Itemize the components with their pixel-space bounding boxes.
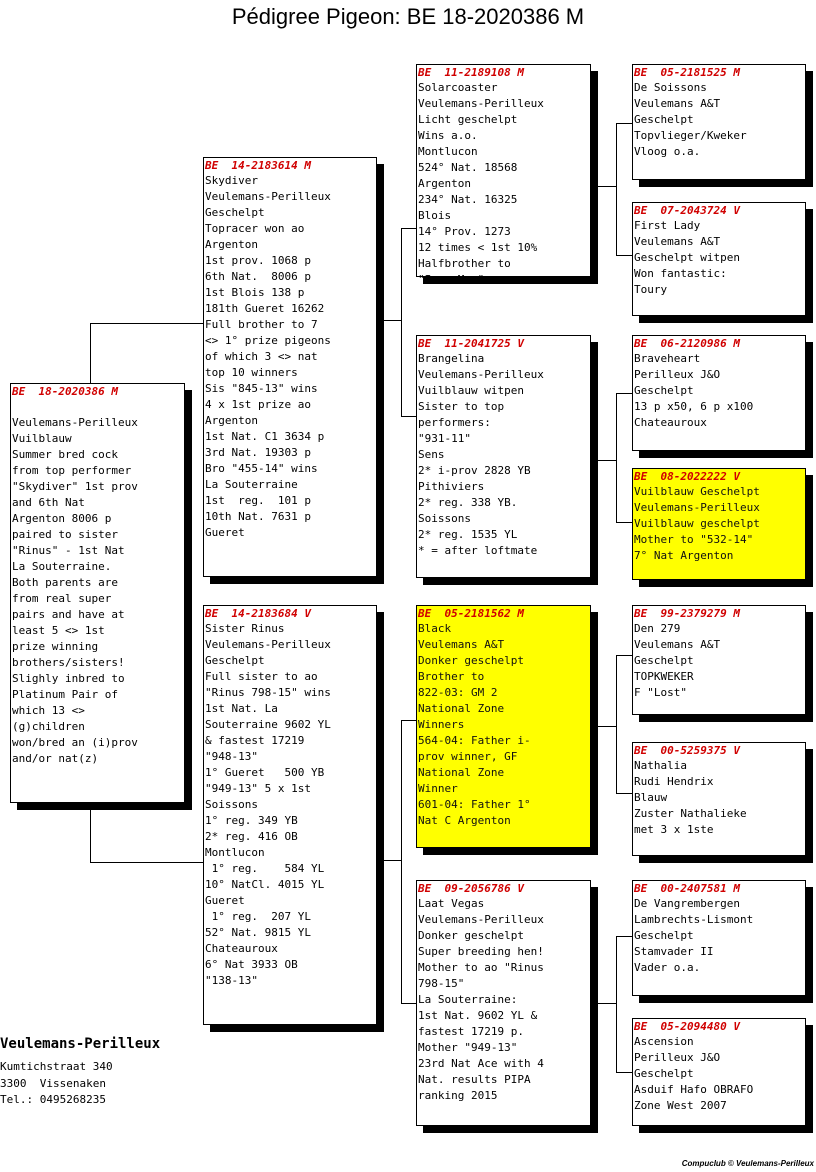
detail-line: 10th Nat. 7631 p [205, 510, 311, 523]
detail-line: "949-13" 5 x 1st [205, 782, 311, 795]
connector-line [616, 393, 617, 523]
detail-line: "Iron Man" [418, 273, 485, 286]
owner-city: 3300 Vissenaken [0, 1077, 106, 1090]
detail-line: Nat C Argenton [418, 814, 511, 827]
ring-number: BE 11-2189108 M [418, 66, 524, 79]
detail-line: Argenton [205, 238, 258, 251]
pedigree-card-dam-dam-dam[interactable] [632, 1018, 806, 1126]
detail-line: National Zone [418, 766, 505, 779]
detail-line: 1° reg. 584 YL [205, 862, 325, 875]
detail-line: Blois [418, 209, 452, 222]
connector-line [616, 655, 633, 656]
detail-line: Toury [634, 283, 668, 296]
page-title: Pédigree Pigeon: BE 18-2020386 M [231, 4, 585, 29]
detail-line: Veulemans-Perilleux [418, 97, 544, 110]
detail-line: 822-03: GM 2 [418, 686, 498, 699]
detail-line: TOPKWEKER [634, 670, 694, 683]
connector-line [616, 793, 633, 794]
pigeon-details [633, 896, 805, 976]
detail-line: Braveheart [634, 352, 701, 365]
detail-line: Argenton [205, 414, 258, 427]
detail-line: Vuilblauw geschelpt [634, 517, 760, 530]
detail-line: "931-11" [418, 432, 471, 445]
detail-line: Veulemans A&T [418, 638, 505, 651]
connector-line [616, 393, 633, 394]
detail-line: 1° Gueret 500 YB [205, 766, 325, 779]
ring-number: BE 11-2041725 V [418, 337, 524, 350]
pigeon-details [417, 351, 590, 559]
pigeon-details [417, 621, 590, 829]
detail-line: De Soissons [634, 81, 707, 94]
pigeon-details [633, 80, 805, 160]
detail-line: Both parents are [12, 576, 118, 589]
detail-line: Brother to [418, 670, 485, 683]
detail-line: "Rinus" - 1st Nat [12, 544, 125, 557]
connector-line [401, 416, 417, 417]
detail-line: Den 279 [634, 622, 681, 635]
detail-line: Licht geschelpt [418, 113, 518, 126]
detail-line: 7° Nat Argenton [634, 549, 734, 562]
detail-line: Chateauroux [205, 942, 278, 955]
detail-line: Souterraine 9602 YL [205, 718, 331, 731]
pedigree-card-dam[interactable] [203, 605, 377, 1025]
pedigree-card-sire-sire[interactable] [416, 64, 591, 286]
detail-line: Veulemans-Perilleux [205, 190, 331, 203]
detail-line: pairs and have at [12, 608, 125, 621]
detail-line: Halfbrother to [418, 257, 511, 270]
detail-line: top 10 winners [205, 366, 298, 379]
detail-line: Montlucon [205, 846, 265, 859]
pigeon-details [633, 218, 805, 298]
detail-line: <> 1° prize pigeons [205, 334, 331, 347]
ring-number: BE 09-2056786 V [418, 882, 524, 895]
detail-line: Gueret [205, 894, 245, 907]
pigeon-details [417, 896, 590, 1104]
detail-line: Donker geschelpt [418, 654, 524, 667]
detail-line: paired to sister [12, 528, 118, 541]
detail-line: Skydiver [205, 174, 258, 187]
detail-line: (g)children [12, 720, 85, 733]
connector-line [401, 228, 402, 417]
detail-line: Bro "455-14" wins [205, 462, 318, 475]
detail-line: 1st Blois 138 p [205, 286, 305, 299]
detail-line: Blauw [634, 791, 668, 804]
detail-line: 1st Nat. C1 3634 p [205, 430, 325, 443]
detail-line: National Zone [418, 702, 505, 715]
detail-line: Geschelpt [634, 654, 694, 667]
connector-line [616, 655, 617, 794]
detail-line: Nat. results PIPA [418, 1073, 531, 1086]
detail-line: Zuster Nathalieke [634, 807, 747, 820]
pedigree-card-subject[interactable] [10, 383, 185, 803]
detail-line: Asduif Hafo OBRAFO [634, 1083, 754, 1096]
connector-line [590, 1003, 616, 1004]
detail-line: Ascension [634, 1035, 694, 1048]
detail-line: from real super [12, 592, 112, 605]
pedigree-card-sire-dam-dam[interactable] [632, 468, 806, 580]
ring-number: BE 06-2120986 M [634, 337, 740, 350]
detail-line: 601-04: Father 1° [418, 798, 531, 811]
detail-line: 10° NatCl. 4015 YL [205, 878, 325, 891]
detail-line: and 6th Nat [12, 496, 85, 509]
detail-line: least 5 <> 1st [12, 624, 105, 637]
pedigree-card-dam-sire-dam[interactable] [632, 742, 806, 856]
detail-line: Stamvader II [634, 945, 714, 958]
detail-line: Vuilblauw [12, 432, 72, 445]
detail-line: Geschelpt [634, 929, 694, 942]
detail-line: Won fantastic: [634, 267, 727, 280]
detail-line: Veulemans-Perilleux [205, 638, 331, 651]
connector-line [616, 522, 633, 523]
detail-line: 1° reg. 207 YL [205, 910, 311, 923]
detail-line: fastest 17219 p. [418, 1025, 524, 1038]
detail-line: Geschelpt [634, 1067, 694, 1080]
detail-line: Platinum Pair of [12, 688, 118, 701]
ring-number: BE 14-2183614 M [205, 159, 311, 172]
detail-line: and/or nat(z) [12, 752, 99, 765]
detail-line: Sister to top [418, 400, 505, 413]
detail-line: 52° Nat. 9815 YL [205, 926, 311, 939]
detail-line: La Souterraine: [418, 993, 518, 1006]
connector-line [590, 186, 616, 187]
detail-line: 564-04: Father i- [418, 734, 531, 747]
pedigree-card-dam-sire-sire[interactable] [632, 605, 806, 715]
detail-line: 1st prov. 1068 p [205, 254, 311, 267]
ring-number: BE 08-2022222 V [634, 470, 740, 483]
pigeon-details [204, 621, 376, 989]
detail-line: 3rd Nat. 19303 p [205, 446, 311, 459]
detail-line: 13 p x50, 6 p x100 [634, 400, 754, 413]
connector-line [90, 323, 204, 324]
detail-line: won/bred an (i)prov [12, 736, 138, 749]
detail-line: Mother to "532-14" [634, 533, 754, 546]
detail-line: Geschelpt [634, 384, 694, 397]
ring-number: BE 18-2020386 M [12, 385, 118, 398]
pedigree-card-sire-sire-sire[interactable] [632, 64, 806, 180]
detail-line: Full sister to ao [205, 670, 318, 683]
detail-line: met 3 x 1ste [634, 823, 714, 836]
detail-line: 1st reg. 101 p [205, 494, 311, 507]
ring-number: BE 05-2181525 M [634, 66, 740, 79]
detail-line: Mother to ao "Rinus [418, 961, 544, 974]
connector-line [590, 460, 616, 461]
detail-line: Veulemans A&T [634, 638, 721, 651]
detail-line: Sens [418, 448, 445, 461]
detail-line: prize winning [12, 640, 99, 653]
connector-line [616, 1072, 633, 1073]
detail-line: Geschelpt [634, 113, 694, 126]
detail-line: De Vangrembergen [634, 897, 740, 910]
detail-line: Brangelina [418, 352, 485, 365]
detail-line: Montlucon [418, 145, 478, 158]
detail-line: La Souterraine. [12, 560, 112, 573]
detail-line: Chateauroux [634, 416, 707, 429]
connector-line [90, 803, 91, 863]
detail-line: 6° Nat 3933 OB [205, 958, 298, 971]
detail-line: Veulemans-Perilleux [634, 501, 760, 514]
connector-line [90, 323, 91, 383]
detail-line: Nathalia [634, 759, 687, 772]
detail-line: Donker geschelpt [418, 929, 524, 942]
detail-line: Winners [418, 718, 465, 731]
detail-line: 23rd Nat Ace with 4 [418, 1057, 544, 1070]
ring-number: BE 00-5259375 V [634, 744, 740, 757]
pedigree-card-dam-dam-sire[interactable] [632, 880, 806, 996]
connector-line [616, 255, 633, 256]
detail-line: F "Lost" [634, 686, 687, 699]
detail-line: & fastest 17219 [205, 734, 305, 747]
detail-line: Vuilblauw witpen [418, 384, 524, 397]
detail-line: Veulemans-Perilleux [12, 416, 138, 429]
detail-line: Argenton [418, 177, 471, 190]
detail-line: Geschelpt [205, 206, 265, 219]
detail-line: 14° Prov. 1273 [418, 225, 511, 238]
detail-line: 524° Nat. 18568 [418, 161, 518, 174]
detail-line: "Rinus 798-15" wins [205, 686, 331, 699]
connector-line [376, 860, 401, 861]
detail-line: * = after loftmate [418, 544, 538, 557]
detail-line: performers: [418, 416, 491, 429]
detail-line: Soissons [205, 798, 258, 811]
pigeon-details [633, 351, 805, 431]
detail-line: La Souterraine [205, 478, 298, 491]
ring-number: BE 07-2043724 V [634, 204, 740, 217]
pedigree-card-sire-sire-dam[interactable] [632, 202, 806, 316]
connector-line [401, 228, 417, 229]
detail-line: which 13 <> [12, 704, 85, 717]
ring-number: BE 05-2181562 M [418, 607, 524, 620]
pedigree-card-sire-dam-sire[interactable] [632, 335, 806, 451]
detail-line: 1st Nat. La [205, 702, 278, 715]
detail-line: "138-13" [205, 974, 258, 987]
detail-line: 2* reg. 416 OB [205, 830, 298, 843]
connector-line [590, 726, 616, 727]
detail-line: Geschelpt witpen [634, 251, 740, 264]
ring-number: BE 00-2407581 M [634, 882, 740, 895]
detail-line: from top performer [12, 464, 132, 477]
detail-line: prov winner, GF [418, 750, 518, 763]
detail-line: Veulemans-Perilleux [418, 913, 544, 926]
detail-line: Laat Vegas [418, 897, 485, 910]
connector-line [90, 862, 204, 863]
detail-line: Lambrechts-Lismont [634, 913, 754, 926]
owner-phone: Tel.: 0495268235 [0, 1093, 106, 1106]
connector-line [616, 123, 633, 124]
detail-line: 2* reg. 338 YB. [418, 496, 518, 509]
detail-line: Winner [418, 782, 458, 795]
detail-line: Zone West 2007 [634, 1099, 727, 1112]
detail-line: Vuilblauw Geschelpt [634, 485, 760, 498]
pigeon-details [633, 1034, 805, 1114]
detail-line: Veulemans A&T [634, 235, 721, 248]
detail-line: Veulemans A&T [634, 97, 721, 110]
pigeon-details [417, 80, 590, 288]
detail-line: 4 x 1st prize ao [205, 398, 311, 411]
pigeon-details [633, 758, 805, 838]
detail-line: Summer bred cock [12, 448, 118, 461]
detail-line: Wins a.o. [418, 129, 478, 142]
footer-credit: Compuclub © Veulemans-Perilleux [681, 1159, 814, 1168]
pigeon-details [204, 173, 376, 541]
pedigree-card-dam-sire[interactable] [416, 605, 591, 848]
detail-line: 1° reg. 349 YB [205, 814, 298, 827]
detail-line: Topracer won ao [205, 222, 305, 235]
detail-line: Vader o.a. [634, 961, 701, 974]
detail-line: 2* i-prov 2828 YB [418, 464, 531, 477]
detail-line: Topvlieger/Kweker [634, 129, 747, 142]
connector-line [616, 936, 633, 937]
connector-line [401, 720, 402, 1003]
pigeon-details [633, 621, 805, 701]
owner-name: Veulemans-Perilleux [0, 1036, 161, 1052]
owner-street: Kumtichstraat 340 [0, 1060, 113, 1073]
pigeon-details [11, 399, 184, 767]
detail-line: First Lady [634, 219, 701, 232]
detail-line: Black [418, 622, 452, 635]
detail-line: "948-13" [205, 750, 258, 763]
detail-line: Perilleux J&O [634, 368, 721, 381]
pedigree-card-dam-dam[interactable] [416, 880, 591, 1126]
connector-line [616, 123, 617, 256]
detail-line: Gueret [205, 526, 245, 539]
pedigree-card-sire[interactable] [203, 157, 377, 577]
detail-line: 1st Nat. 9602 YL & [418, 1009, 538, 1022]
detail-line: Sister Rinus [205, 622, 285, 635]
connector-line [401, 1003, 417, 1004]
detail-line: 234° Nat. 16325 [418, 193, 518, 206]
detail-line: Perilleux J&O [634, 1051, 721, 1064]
detail-line: Rudi Hendrix [634, 775, 714, 788]
pigeon-details [633, 484, 805, 564]
detail-line: Solarcoaster [418, 81, 498, 94]
detail-line: Vloog o.a. [634, 145, 701, 158]
detail-line: 6th Nat. 8006 p [205, 270, 311, 283]
ring-number: BE 14-2183684 V [205, 607, 311, 620]
detail-line: Pithiviers [418, 480, 485, 493]
ring-number: BE 99-2379279 M [634, 607, 740, 620]
detail-line: ranking 2015 [418, 1089, 498, 1102]
detail-line: 181th Gueret 16262 [205, 302, 325, 315]
detail-line: 2* reg. 1535 YL [418, 528, 518, 541]
detail-line: Soissons [418, 512, 471, 525]
detail-line: 12 times < 1st 10% [418, 241, 538, 254]
ring-number: BE 05-2094480 V [634, 1020, 740, 1033]
detail-line: 798-15" [418, 977, 465, 990]
detail-line: Argenton 8006 p [12, 512, 112, 525]
pedigree-card-sire-dam[interactable] [416, 335, 591, 578]
detail-line: Veulemans-Perilleux [418, 368, 544, 381]
detail-line: Full brother to 7 [205, 318, 318, 331]
detail-line: Geschelpt [205, 654, 265, 667]
detail-line: Super breeding hen! [418, 945, 544, 958]
detail-line: Sis "845-13" wins [205, 382, 318, 395]
detail-line: Slighly inbred to [12, 672, 125, 685]
connector-line [401, 720, 417, 721]
connector-line [376, 320, 401, 321]
detail-line: Mother "949-13" [418, 1041, 518, 1054]
detail-line: brothers/sisters! [12, 656, 125, 669]
detail-line: of which 3 <> nat [205, 350, 318, 363]
detail-line: "Skydiver" 1st prov [12, 480, 138, 493]
connector-line [616, 936, 617, 1073]
detail-line [12, 399, 184, 415]
